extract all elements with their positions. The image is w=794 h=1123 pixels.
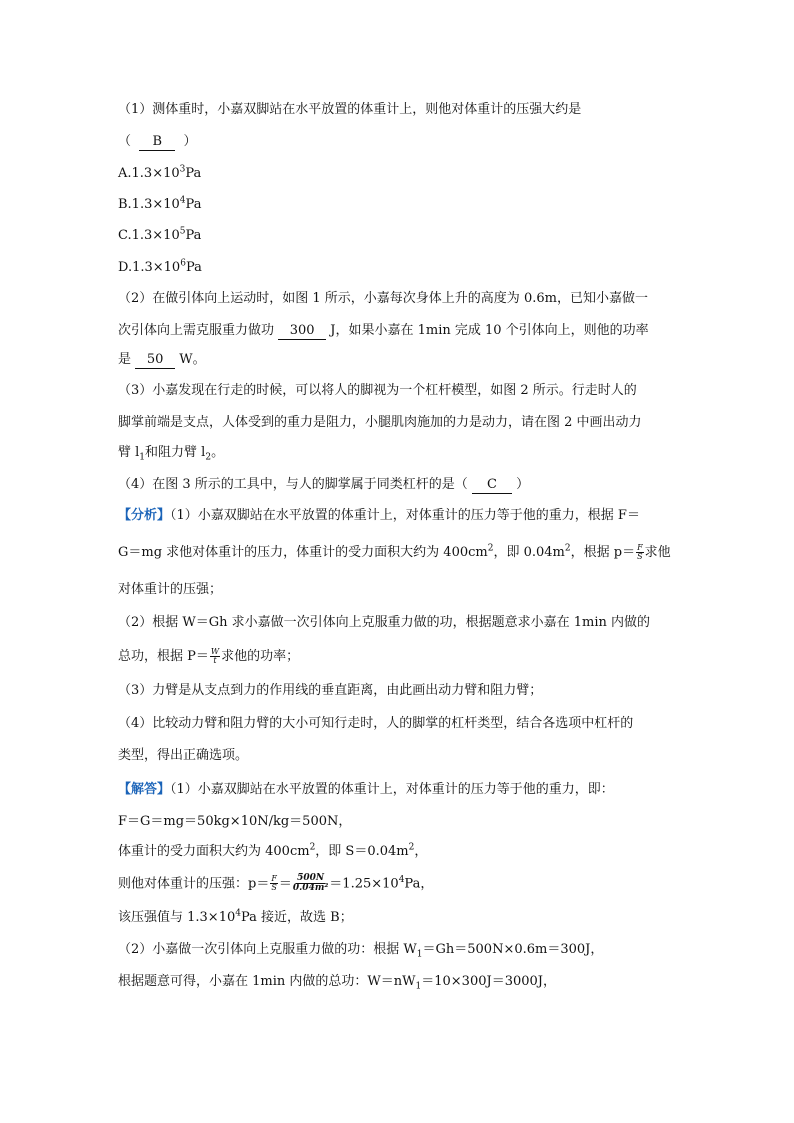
- analysis-p1-line-1: 【分析】（1）小嘉双脚站在水平放置的体重计上，对体重计的压力等于他的重力，根据 F＝: [118, 508, 640, 523]
- q2-line-2: 次引体向上需克服重力做功 300 J，如果小嘉在 1min 完成 10 个引体向上，则他的功率: [118, 323, 649, 338]
- q3-line-1: （3）小嘉发现在行走的时候，可以将人的脚视为一个杠杆模型，如图 2 所示。行走时人的: [118, 383, 637, 398]
- q2-work-blank: 300: [278, 323, 326, 340]
- analysis-p4-line-2: 类型，得出正确选项。: [118, 748, 249, 763]
- q3-line-3: 臂 $l_1$和阻力臂 $l_2$。: [118, 445, 225, 463]
- q2-power-blank: 50: [135, 352, 175, 369]
- solution-line-2: F＝G＝mg＝50kg×10N/kg＝500N，: [118, 814, 352, 829]
- solution-line-6: （2）小嘉做一次引体向上克服重力做的功：根据 $W_1=Gh=500N\times 0.6m=300J$，: [118, 942, 604, 960]
- q1-option-b: $B.1.3\times 10^4Pa$: [118, 195, 202, 212]
- analysis-p1-line-2: G＝mg 求他对体重计的压力，体重计的受力面积大约为 $400cm^2$，即 $0.04m^2$，根据 p＝ $\frac{F}{S}$ 求他: [118, 542, 671, 561]
- q4-answer-blank: C: [472, 477, 512, 494]
- q1-answer-line: （ B ）: [118, 134, 197, 149]
- analysis-p4-line-1: （4）比较动力臂和阻力臂的大小可知行走时，人的脚掌的杠杆类型，结合各选项中杠杆的: [118, 716, 634, 731]
- pressure-symbol-fraction: $\frac{F}{S}$: [271, 874, 277, 893]
- analysis-p1-line-3: 对体重计的压强；: [118, 582, 223, 597]
- q2-line-1: （2）在做引体向上运动时，如图 1 所示，小嘉每次身体上升的高度为 0.6m，已知小嘉做一: [118, 291, 648, 306]
- analysis-tag: 【分析】: [118, 508, 171, 523]
- solution-line-7: 根据题意可得，小嘉在 1min 内做的总功：$W=nW_1=10\times 300J=3000J$，: [118, 974, 556, 992]
- q1-option-c: $C.1.3\times 10^5Pa$: [118, 226, 202, 243]
- q1-answer-blank: B: [139, 134, 175, 151]
- q1-stem: （1）测体重时，小嘉双脚站在水平放置的体重计上，则他对体重计的压强大约是: [118, 102, 582, 117]
- q1-option-a: $A.1.3\times 10^3Pa$: [118, 164, 202, 181]
- solution-tag: 【解答】: [118, 782, 171, 797]
- analysis-p2-line-2: 总功，根据 P＝ $\frac{W}{t}$ 求他的功率；: [118, 646, 300, 665]
- solution-line-3: 体重计的受力面积大约为 $400cm^2$，即 $S=0.04m^2$，: [118, 842, 428, 859]
- pressure-value-fraction: $\frac{500N}{\text{0.04m²}}$: [292, 873, 329, 894]
- analysis-p3: （3）力臂是从支点到力的作用线的垂直距离，由此画出动力臂和阻力臂；: [118, 683, 543, 698]
- q4-stem: （4）在图 3 所示的工具中，与人的脚掌属于同类杠杆的是（ C ）: [118, 477, 530, 492]
- solution-line-1: 【解答】（1）小嘉双脚站在水平放置的体重计上，对体重计的压力等于他的重力，即：: [118, 782, 614, 797]
- solution-line-4: 则他对体重计的压强：p＝ $\frac{F}{S}$ ＝ $\frac{500N}{\text{0.04m²}}$ $=1.25\times 10^4Pa$，: [118, 873, 434, 894]
- q2-line-3: 是 50 W。: [118, 352, 206, 367]
- power-fraction: $\frac{W}{t}$: [210, 646, 220, 665]
- q3-line-2: 脚掌前端是支点，人体受到的重力是阻力，小腿肌肉施加的力是动力，请在图 2 中画出动力: [118, 415, 642, 430]
- q1-option-d: $D.1.3\times 10^6Pa$: [118, 258, 202, 275]
- solution-line-5: 该压强值与 $1.3\times 10^4Pa$ 接近，故选 B；: [118, 908, 353, 925]
- analysis-p2-line-1: （2）根据 W＝Gh 求小嘉做一次引体向上克服重力做的功，根据题意求小嘉在 1min 内做的: [118, 615, 651, 630]
- pressure-fraction: $\frac{F}{S}$: [637, 542, 643, 561]
